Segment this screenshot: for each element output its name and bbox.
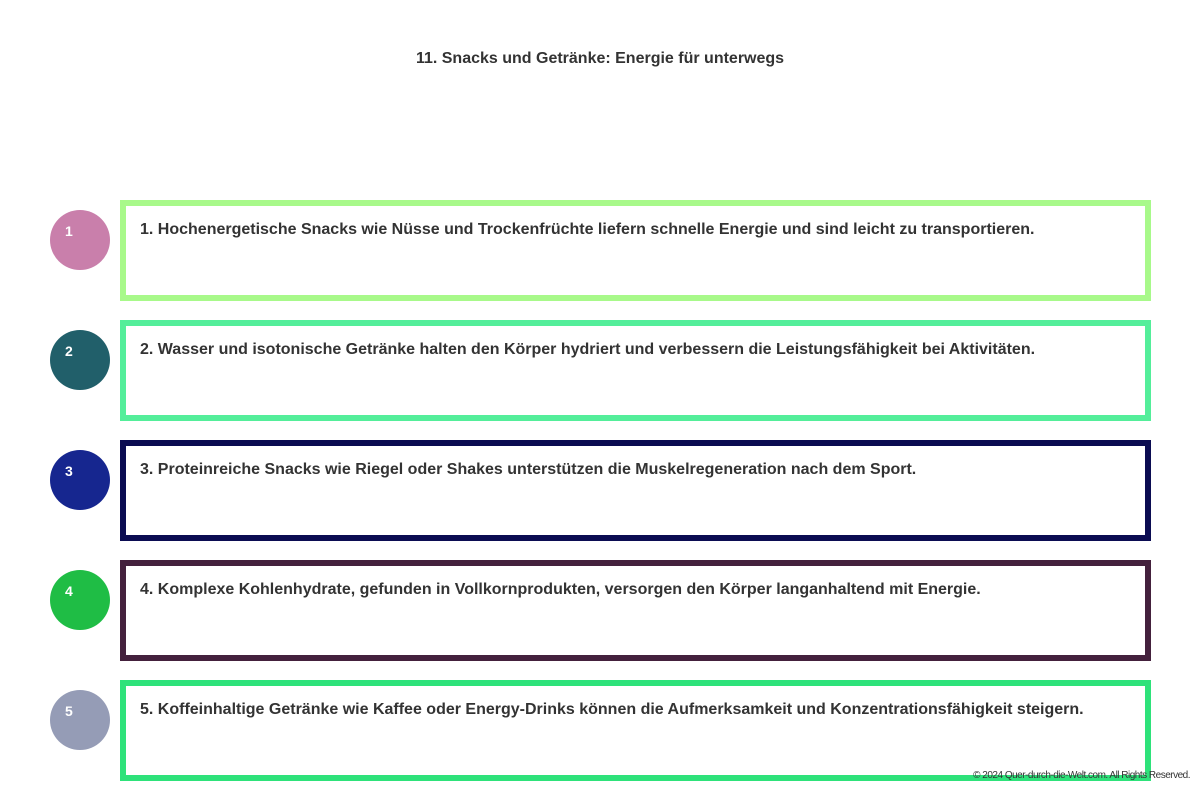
- copyright-footer: © 2024 Quer-durch-die-Welt.com. All Rights Reserved.: [973, 770, 1190, 781]
- text-box: [120, 320, 1151, 421]
- page-title: 11. Snacks und Getränke: Energie für unterwegs: [415, 50, 785, 67]
- list-item: [50, 440, 1151, 541]
- text-box: [120, 560, 1151, 661]
- list-item: [50, 680, 1151, 781]
- item-text: 4. Komplexe Kohlenhydrate, gefunden in Vollkornprodukten, versorgen den Körper langanhaltend mit Energie.: [140, 581, 981, 598]
- list-item: [50, 200, 1151, 301]
- number-badge: 3: [50, 450, 110, 510]
- list-item: [50, 560, 1151, 661]
- item-text: 1. Hochenergetische Snacks wie Nüsse und Trockenfrüchte liefern schnelle Energie und sind leicht zu transportieren.: [140, 221, 1035, 238]
- number-badge: 1: [50, 210, 110, 270]
- number-badge: 5: [50, 690, 110, 750]
- number-badge: 2: [50, 330, 110, 390]
- text-box: [120, 200, 1151, 301]
- text-box: [120, 680, 1151, 781]
- text-box: [120, 440, 1151, 541]
- number-badge: 4: [50, 570, 110, 630]
- item-text: 5. Koffeinhaltige Getränke wie Kaffee oder Energy-Drinks können die Aufmerksamkeit und Konzentrationsfähigkeit steigern.: [140, 701, 1084, 718]
- item-text: 2. Wasser und isotonische Getränke halten den Körper hydriert und verbessern die Leistungsfähigkeit bei Aktivitäten.: [140, 341, 1036, 358]
- item-text: 3. Proteinreiche Snacks wie Riegel oder Shakes unterstützen die Muskelregeneration nach dem Sport.: [140, 461, 917, 478]
- list-item: [50, 320, 1151, 421]
